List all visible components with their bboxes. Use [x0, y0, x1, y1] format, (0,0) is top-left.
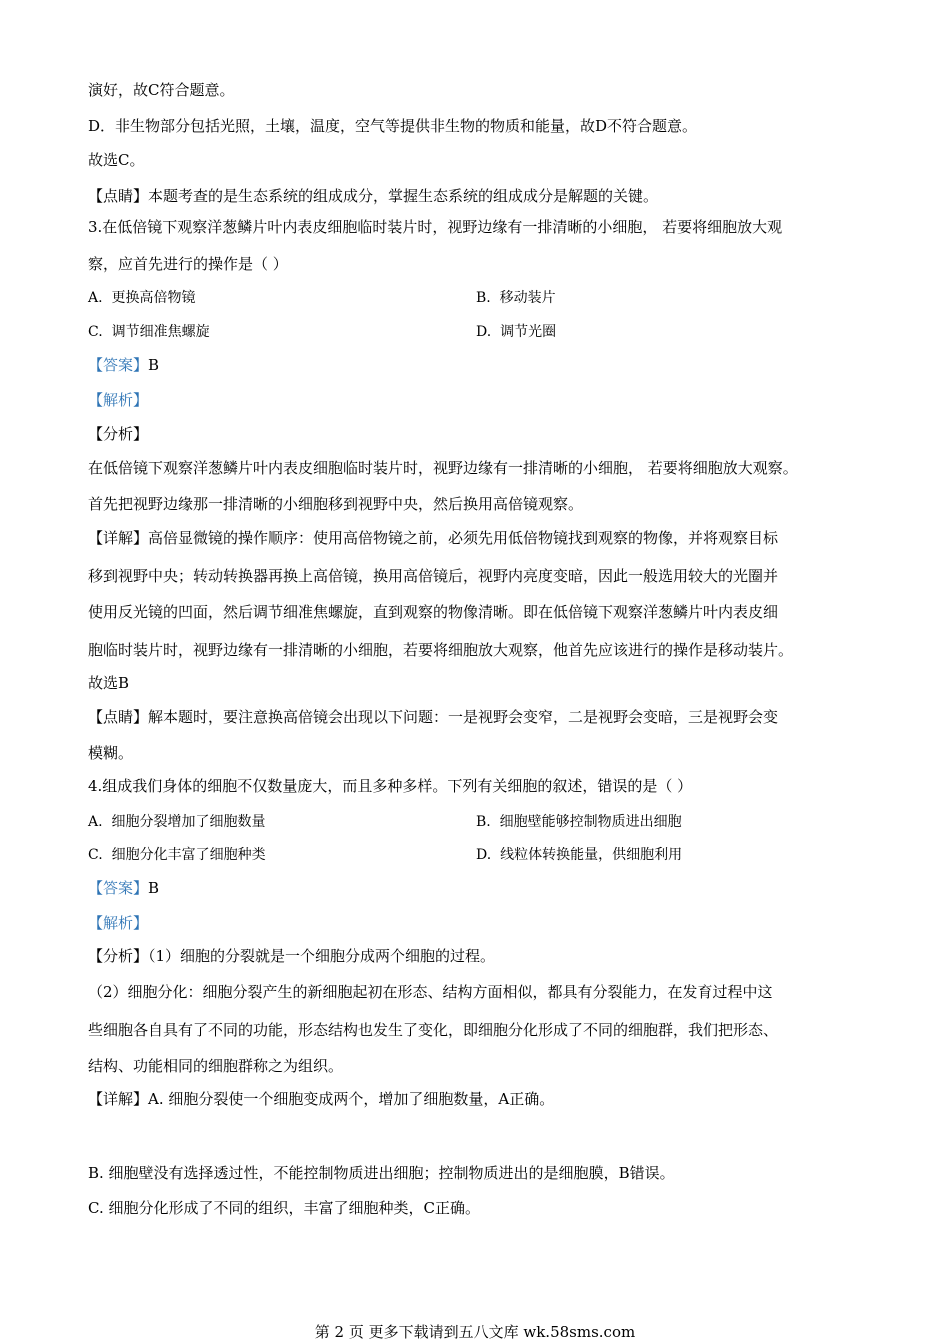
option-text: 细胞壁能够控制物质进出细胞 [499, 814, 682, 830]
detail-text: A. 细胞分裂使一个细胞变成两个，增加了细胞数量，A正确。 [148, 1090, 555, 1108]
option-letter: A. [88, 290, 103, 306]
comment-label: 【点睛】 [88, 708, 149, 726]
option-text: 线粒体转换能量，供细胞利用 [500, 847, 683, 863]
q3-option-a [88, 288, 195, 308]
q4-fenxi-line1 [88, 946, 495, 966]
detail-label: 【详解】 [88, 1090, 149, 1108]
option-text: 更换高倍物镜 [111, 290, 196, 306]
option-text: 调节细准焦螺旋 [111, 324, 210, 340]
q4-detail-b: B. 细胞壁没有选择透过性，不能控制物质进出细胞；控制物质进出的是细胞膜，B错误。 [88, 1164, 675, 1182]
q4-option-d [476, 845, 682, 865]
option-text: 调节光圈 [500, 324, 557, 340]
option-letter: D. [476, 324, 492, 340]
q4-fenxi-line2: （2）细胞分化：细胞分裂产生的新细胞起初在形态、结构方面相似，都具有分裂能力，在发育过程中这 [88, 983, 773, 1001]
option-text: 细胞分化丰富了细胞种类 [111, 847, 266, 863]
q3-option-c [88, 322, 210, 342]
q4-stem: 4.组成我们身体的细胞不仅数量庞大，而且多种多样。下列有关细胞的叙述，错误的是（ ） [88, 777, 693, 795]
detail-text: 高倍显微镜的操作顺序：使用高倍物镜之前，必须先用低倍物镜找到观察的物像，并将观察目标 [148, 529, 779, 547]
q4-option-c [88, 845, 266, 865]
option-letter: C. [88, 847, 103, 863]
option-letter: B. [476, 814, 491, 830]
q4-detail-c: C. 细胞分化形成了不同的组织，丰富了细胞种类，C正确。 [88, 1199, 480, 1217]
q2-comment-text: 本题考查的是生态系统的组成成分，掌握生态系统的组成成分是解题的关键。 [148, 187, 659, 205]
option-letter: D. [476, 847, 492, 863]
option-letter: A. [88, 814, 103, 830]
q3-choose: 故选B [88, 674, 130, 692]
option-letter: B. [476, 290, 491, 306]
q3-answer [88, 355, 159, 375]
q3-fenxi-line1: 在低倍镜下观察洋葱鳞片叶内表皮细胞临时装片时，视野边缘有一排清晰的小细胞， 若要将细胞放大观察。 [88, 459, 798, 477]
option-letter: C. [88, 324, 103, 340]
q3-detail-line2: 移到视野中央；转动转换器再换上高倍镜，换用高倍镜后，视野内亮度变暗，因此一般选用较大的光圈并 [88, 567, 779, 585]
q3-detail-line3: 使用反光镜的凹面，然后调节细准焦螺旋，直到观察的物像清晰。即在低倍镜下观察洋葱鳞片叶内表皮细 [88, 603, 779, 621]
comment-text: 解本题时，要注意换高倍镜会出现以下问题：一是视野会变窄，二是视野会变暗，三是视野会变 [148, 708, 779, 726]
q4-detail-a [88, 1089, 554, 1109]
answer-value: B [148, 879, 160, 897]
option-text: 移动装片 [499, 290, 556, 306]
detail-label: 【详解】 [88, 529, 149, 547]
option-text: 细胞分裂增加了细胞数量 [111, 814, 266, 830]
q2-comment-label: 【点睛】 [88, 187, 149, 205]
q3-option-d [476, 322, 556, 342]
q3-comment-line2: 模糊。 [88, 744, 134, 762]
q3-stem-line2: 察，应首先进行的操作是（ ） [88, 255, 288, 273]
q3-stem-line1: 3.在低倍镜下观察洋葱鳞片叶内表皮细胞临时装片时，视野边缘有一排清晰的小细胞， 若要将细胞放大观 [88, 218, 783, 236]
q2-option-c-end: 演好，故C符合题意。 [88, 81, 235, 99]
q3-comment-line1 [88, 707, 778, 727]
q3-detail-line4: 胞临时装片时，视野边缘有一排清晰的小细胞，若要将细胞放大观察，他首先应该进行的操作是移动装片。 [88, 641, 794, 659]
q3-option-b [476, 288, 556, 308]
q3-fenxi-line2: 首先把视野边缘那一排清晰的小细胞移到视野中央，然后换用高倍镜观察。 [88, 495, 584, 513]
q3-analysis-label: 【解析】 [88, 391, 149, 409]
q4-fenxi-line4: 结构、功能相同的细胞群称之为组织。 [88, 1057, 344, 1075]
q4-option-b [476, 812, 682, 832]
q2-choose: 故选C。 [88, 151, 145, 169]
q4-analysis-label: 【解析】 [88, 914, 149, 932]
q2-option-d-explanation: D．非生物部分包括光照，土壤，温度，空气等提供非生物的物质和能量，故D不符合题意。 [88, 117, 698, 135]
q2-comment [88, 186, 658, 206]
q3-fenxi-label: 【分析】 [88, 425, 149, 443]
q3-detail-line1 [88, 528, 778, 548]
q4-option-a [88, 812, 265, 832]
q4-fenxi-line3: 些细胞各自具有了不同的功能，形态结构也发生了变化，即细胞分化形成了不同的细胞群，我们把形态、 [88, 1021, 779, 1039]
answer-label: 【答案】 [88, 356, 149, 374]
fenxi-label: 【分析】 [88, 947, 149, 965]
answer-value: B [148, 356, 160, 374]
q4-answer [88, 878, 159, 898]
fenxi-text: （1）细胞的分裂就是一个细胞分成两个细胞的过程。 [148, 947, 496, 965]
page-footer: 第 2 页 更多下载请到五八文库 wk.58sms.com [314, 1323, 636, 1341]
answer-label: 【答案】 [88, 879, 149, 897]
